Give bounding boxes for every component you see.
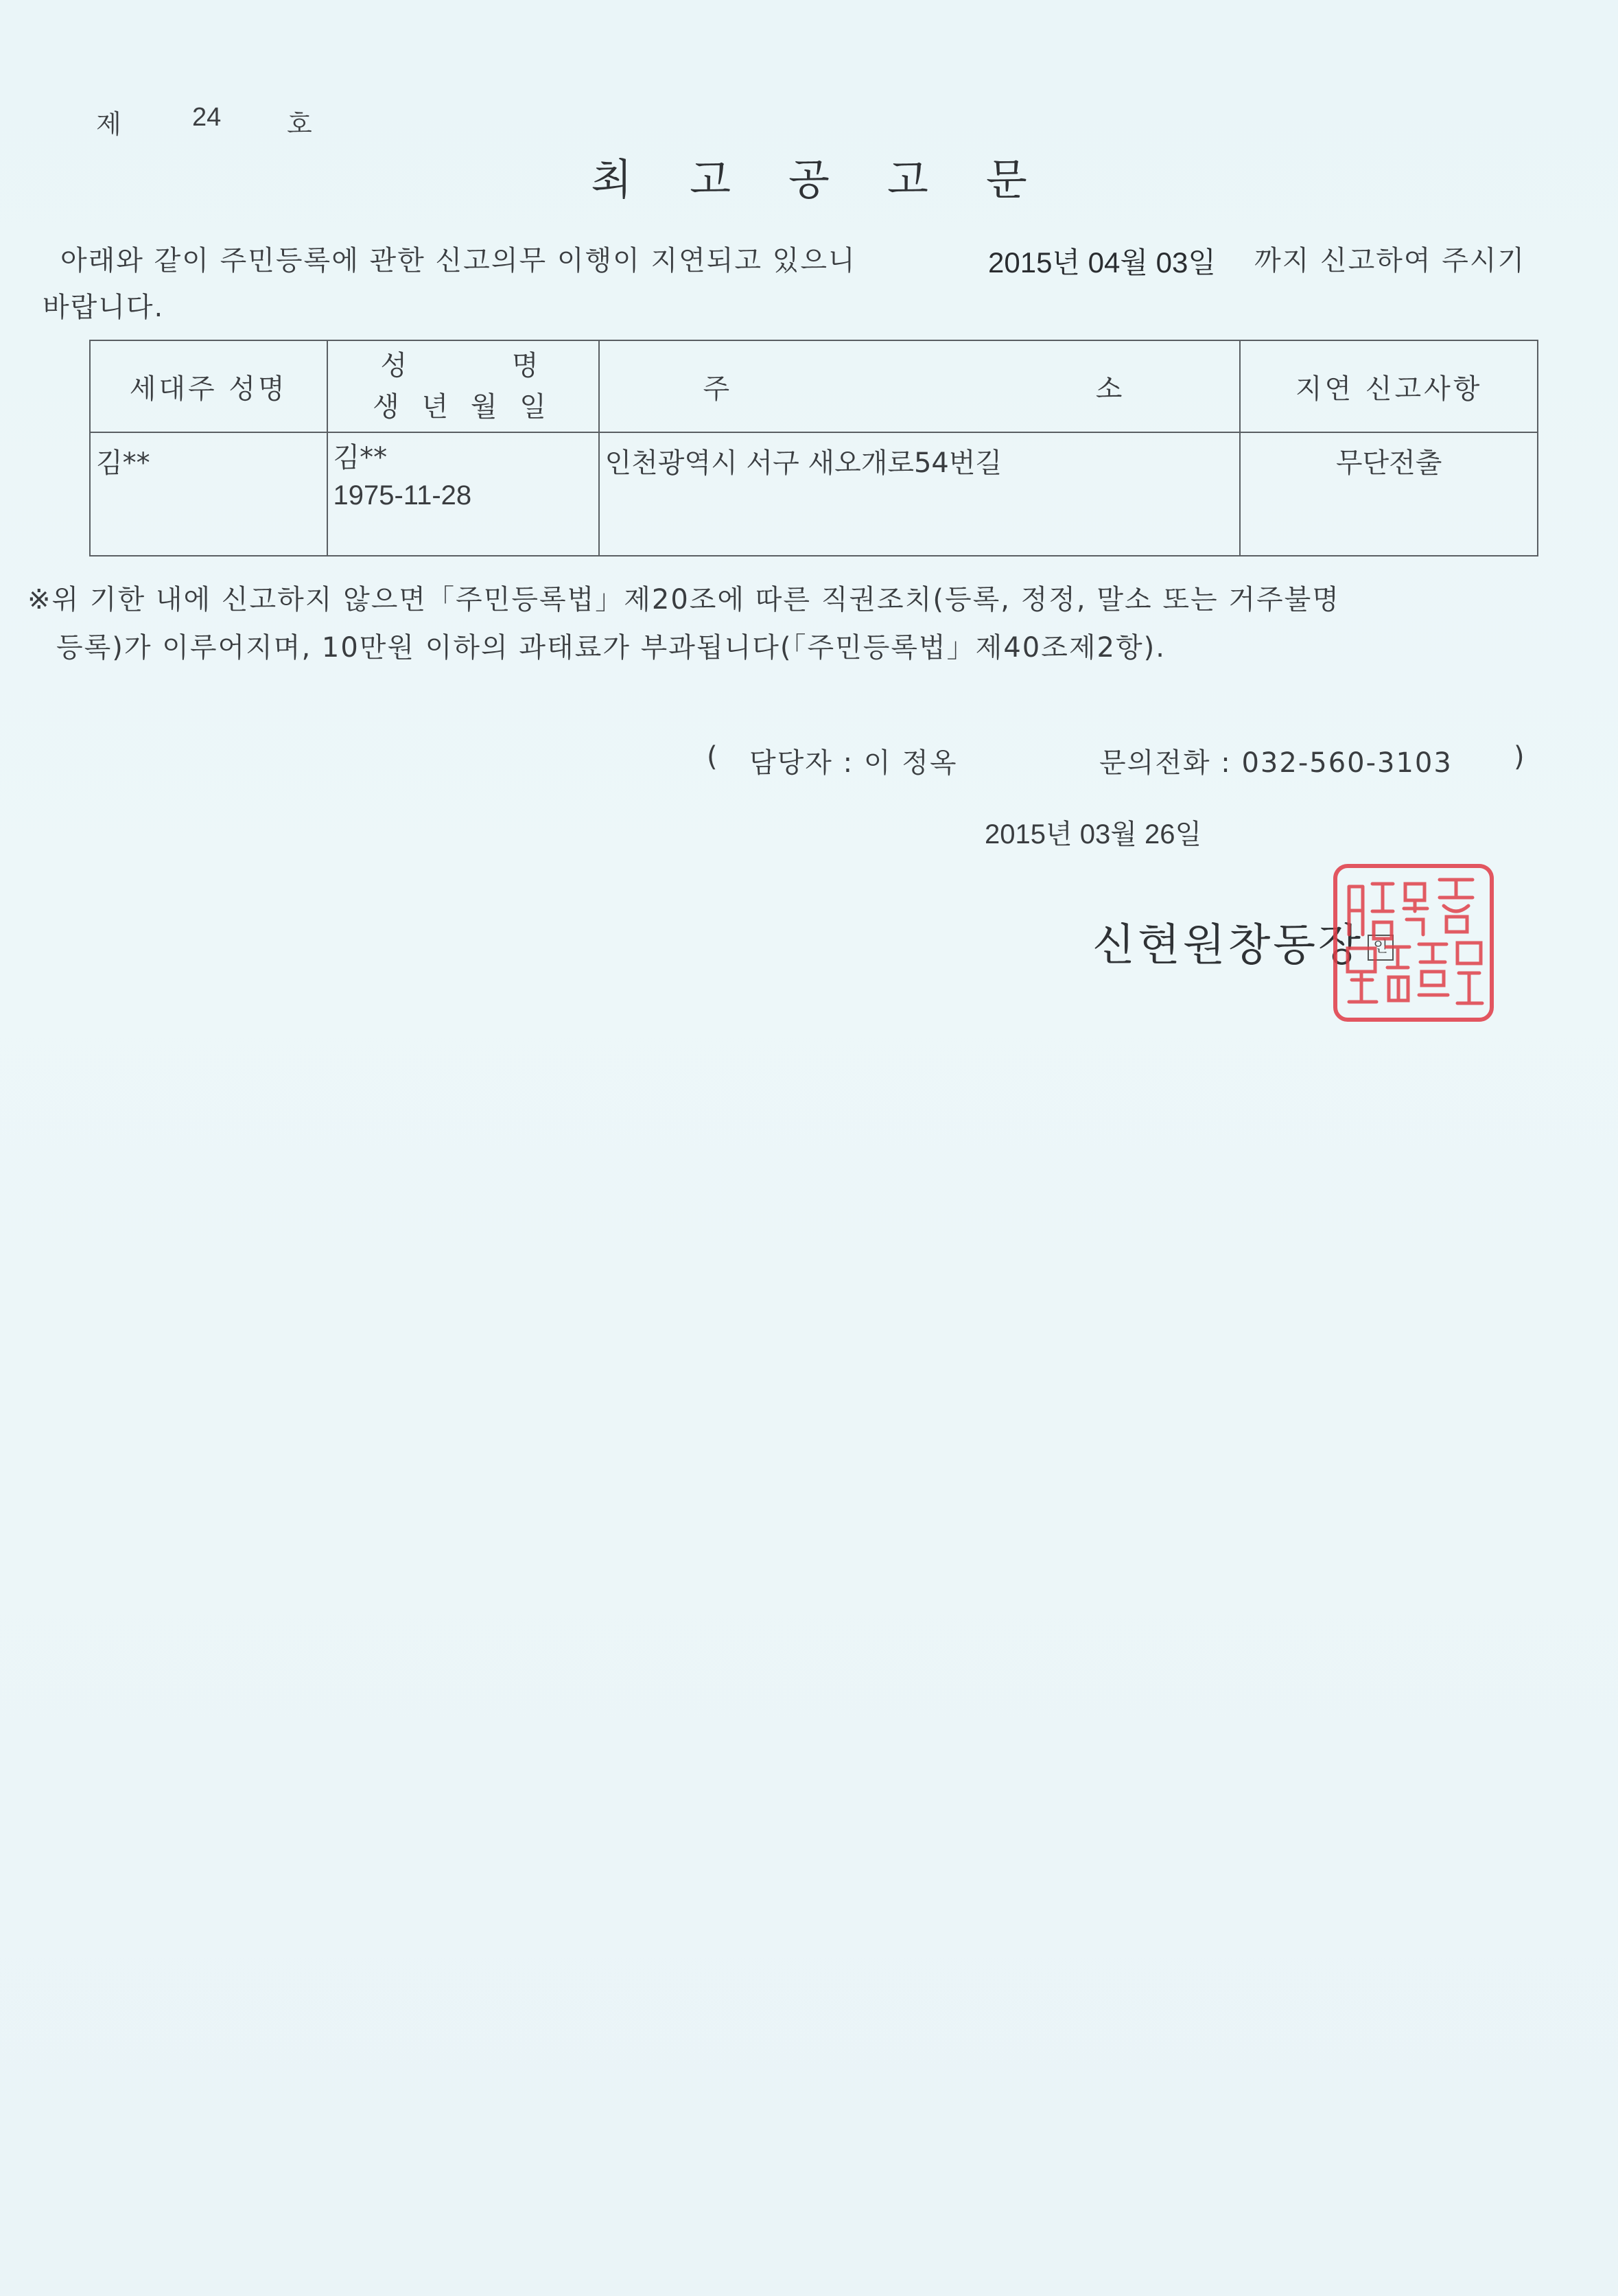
title-char: 문 (985, 154, 1027, 204)
header-address (599, 340, 1241, 432)
seal-placeholder-mark: 인 (1368, 935, 1394, 961)
title-char: 공 (788, 154, 830, 204)
cell-name: 김** (333, 442, 388, 473)
title-char: 최 (591, 154, 633, 204)
title-char: 고 (887, 154, 928, 204)
contact-open-paren: ( (707, 741, 719, 773)
issue-date: 2015년 03월 26일 (985, 819, 1202, 850)
doc-number-prefix: 제 (96, 109, 121, 139)
header-report: 지연 신고사항 (1240, 340, 1538, 432)
cell-address: 인천광역시 서구 새오개로54번길 (599, 432, 1241, 556)
signer-title: 신현원창동장 (1092, 920, 1363, 971)
table-header-row (90, 340, 1538, 432)
header-name: 성 명 (380, 350, 546, 382)
header-name-birth (327, 340, 599, 432)
header-householder: 세대주 성명 (90, 340, 327, 432)
cell-householder: 김** (90, 432, 327, 556)
title-char: 고 (690, 154, 731, 204)
contact-close-paren: ) (1514, 741, 1526, 773)
notice-table (89, 340, 1538, 557)
intro-text-line2: 바랍니다. (43, 292, 165, 323)
header-birth: 생 년 월 일 (373, 391, 553, 423)
footnote-line1: ※위 기한 내에 신고하지 않으면「주민등록법」제20조에 따른 직권조치(등록, 정정, 말소 또는 거주불명 (27, 584, 1340, 616)
page-title (0, 145, 1618, 207)
cell-name-birth (327, 432, 599, 556)
doc-number: 24 (192, 103, 222, 132)
header-address-right: 소 (1095, 373, 1123, 405)
intro-text-after: 까지 신고하여 주시기 (1254, 245, 1526, 277)
cell-birth: 1975-11-28 (333, 480, 472, 511)
table-row (90, 432, 1538, 556)
contact-person: 담당자 : 이 정옥 (749, 747, 958, 779)
doc-number-suffix: 호 (287, 109, 312, 139)
cell-report: 무단전출 (1240, 432, 1538, 556)
footnote-line2: 등록)가 이루어지며, 10만원 이하의 과태료가 부과됩니다(「주민등록법」제40조제2항). (56, 632, 1166, 664)
official-seal-stamp (1330, 859, 1499, 1027)
intro-text: 아래와 같이 주민등록에 관한 신고의무 이행이 지연되고 있으니 (60, 245, 856, 277)
header-address-left: 주 (703, 373, 730, 405)
deadline-date: 2015년 04월 03일 (988, 246, 1216, 279)
contact-phone: 문의전화 : 032-560-3103 (1099, 747, 1453, 779)
